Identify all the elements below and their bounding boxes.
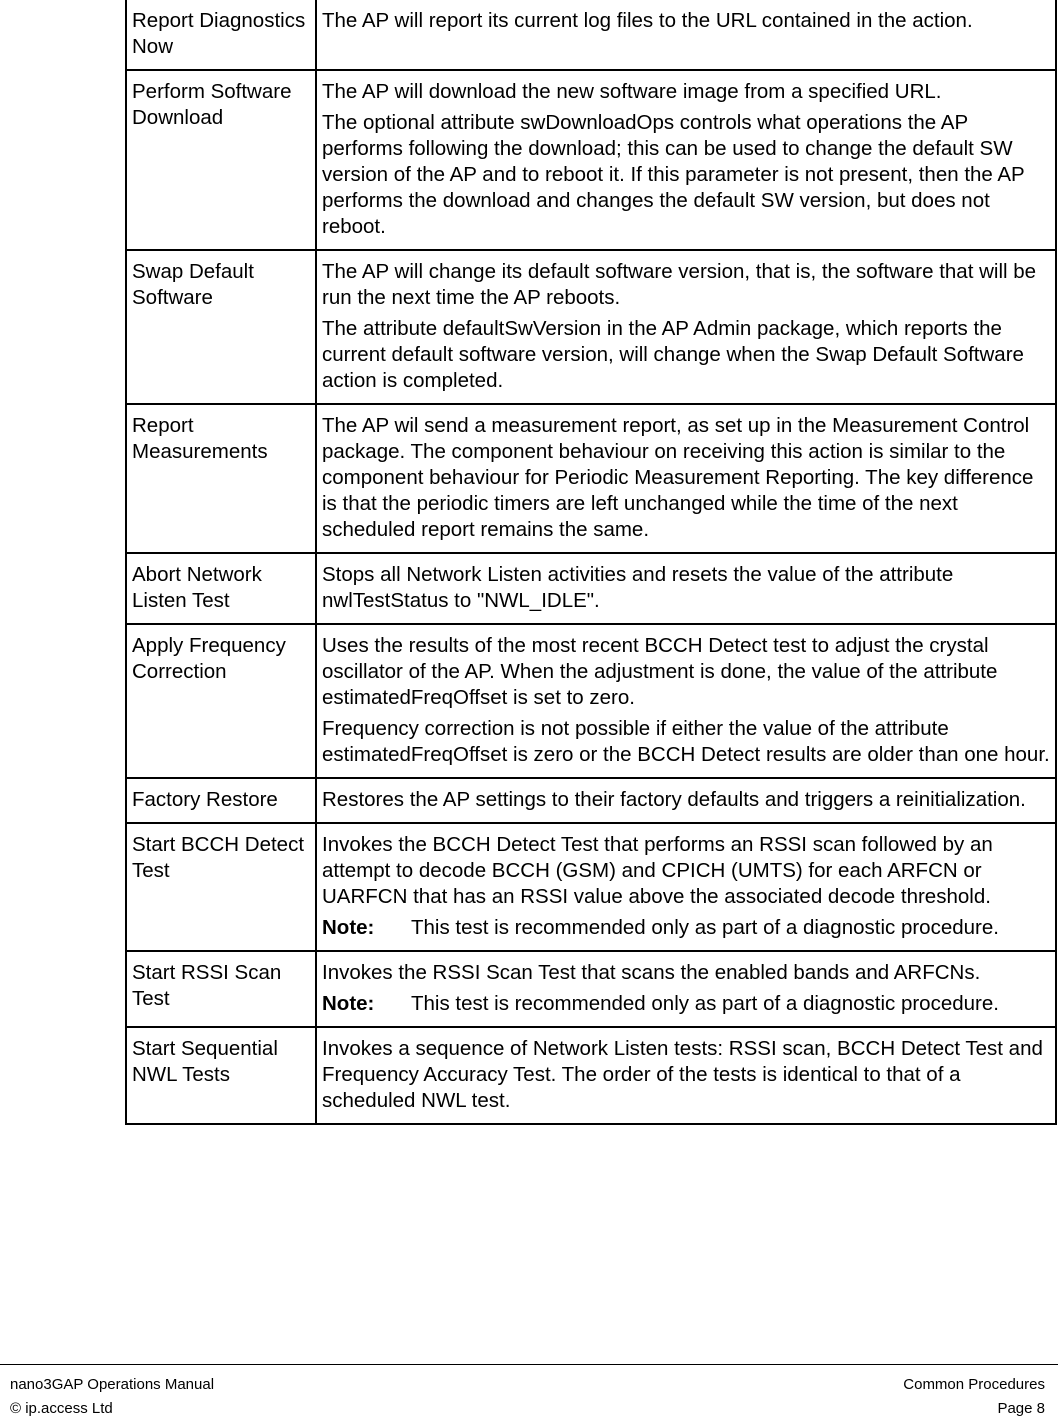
footer-manual-title: nano3GAP Operations Manual — [10, 1376, 215, 1393]
action-name: Abort Network Listen Test — [126, 553, 316, 624]
action-description — [316, 624, 1056, 778]
table-row — [126, 0, 1056, 70]
note — [322, 991, 1053, 1017]
table-row — [126, 404, 1056, 553]
note-text: This test is recommended only as part of a diagnostic procedure. — [411, 916, 999, 939]
description-paragraph: Invokes the BCCH Detect Test that performs an RSSI scan followed by an attempt to decode BCCH (GSM) and CPICH (UMTS) for each ARFCN or UARFCN that has an RSSI value above the associated decode threshold. — [322, 833, 993, 908]
action-name: Factory Restore — [126, 778, 316, 823]
footer-copyright: © ip.access Ltd — [10, 1400, 113, 1417]
action-description — [316, 951, 1056, 1027]
action-name: Perform Software Download — [126, 70, 316, 250]
table-row — [126, 70, 1056, 250]
action-name: Apply Frequency Correction — [126, 624, 316, 778]
action-description — [316, 250, 1056, 404]
action-name: Report Diagnostics Now — [126, 0, 316, 70]
description-paragraph: Stops all Network Listen activities and resets the value of the attribute nwlTestStatus to "NWL_IDLE". — [322, 563, 954, 612]
footer-section: Common Procedures — [903, 1376, 1045, 1393]
table-row — [126, 1027, 1056, 1124]
description-paragraph: Invokes the RSSI Scan Test that scans the enabled bands and ARFCNs. — [322, 961, 981, 984]
description-paragraph: The AP will download the new software image from a specified URL. — [322, 80, 942, 103]
footer-divider — [0, 1364, 1058, 1365]
table-row — [126, 553, 1056, 624]
table-row — [126, 778, 1056, 823]
description-paragraph: Invokes a sequence of Network Listen tests: RSSI scan, BCCH Detect Test and Frequency Accuracy Test. The order of the tests is identical to that of a scheduled NWL test. — [322, 1037, 1043, 1112]
action-description — [316, 0, 1056, 70]
note-label: Note: — [322, 992, 375, 1015]
description-paragraph: The AP will change its default software version, that is, the software that will be run the next time the AP reboots. — [322, 260, 1037, 309]
actions-table — [125, 0, 1057, 1125]
action-name: Start Sequential NWL Tests — [126, 1027, 316, 1124]
table-row — [126, 951, 1056, 1027]
action-description — [316, 778, 1056, 823]
description-paragraph: The AP wil send a measurement report, as set up in the Measurement Control package. The component behaviour on receiving this action is similar to the component behaviour for Periodic Measurement Reporting. The key difference is that the periodic timers are left unchanged while the time of the next scheduled report remains the same. — [322, 414, 1034, 541]
table-row — [126, 624, 1056, 778]
action-description — [316, 1027, 1056, 1124]
description-paragraph: The AP will report its current log files to the URL contained in the action. — [322, 9, 973, 32]
action-name: Start RSSI Scan Test — [126, 951, 316, 1027]
action-name: Start BCCH Detect Test — [126, 823, 316, 951]
note-label: Note: — [322, 916, 375, 939]
table-row — [126, 823, 1056, 951]
table-row — [126, 250, 1056, 404]
note — [322, 915, 1053, 941]
action-description — [316, 553, 1056, 624]
description-paragraph: Uses the results of the most recent BCCH Detect test to adjust the crystal oscillator of the AP. When the adjustment is done, the value of the attribute estimatedFreqOffset is set to zero. — [322, 634, 998, 709]
description-paragraph: Restores the AP settings to their factory defaults and triggers a reinitialization. — [322, 788, 1026, 811]
action-description — [316, 823, 1056, 951]
action-description — [316, 70, 1056, 250]
action-description — [316, 404, 1056, 553]
description-paragraph: The attribute defaultSwVersion in the AP Admin package, which reports the current default software version, will change when the Swap Default Software action is completed. — [322, 317, 1024, 392]
description-paragraph: Frequency correction is not possible if either the value of the attribute estimatedFreqOffset is zero or the BCCH Detect results are older than one hour. — [322, 717, 1050, 766]
action-name: Report Measurements — [126, 404, 316, 553]
action-name: Swap Default Software — [126, 250, 316, 404]
note-text: This test is recommended only as part of a diagnostic procedure. — [411, 992, 999, 1015]
footer-page-number: Page 8 — [997, 1400, 1045, 1417]
description-paragraph: The optional attribute swDownloadOps controls what operations the AP performs following the download; this can be used to change the default SW version of the AP and to reboot it. If this parameter is not present, then the AP performs the download and changes the default SW version, but does not reboot. — [322, 111, 1025, 238]
